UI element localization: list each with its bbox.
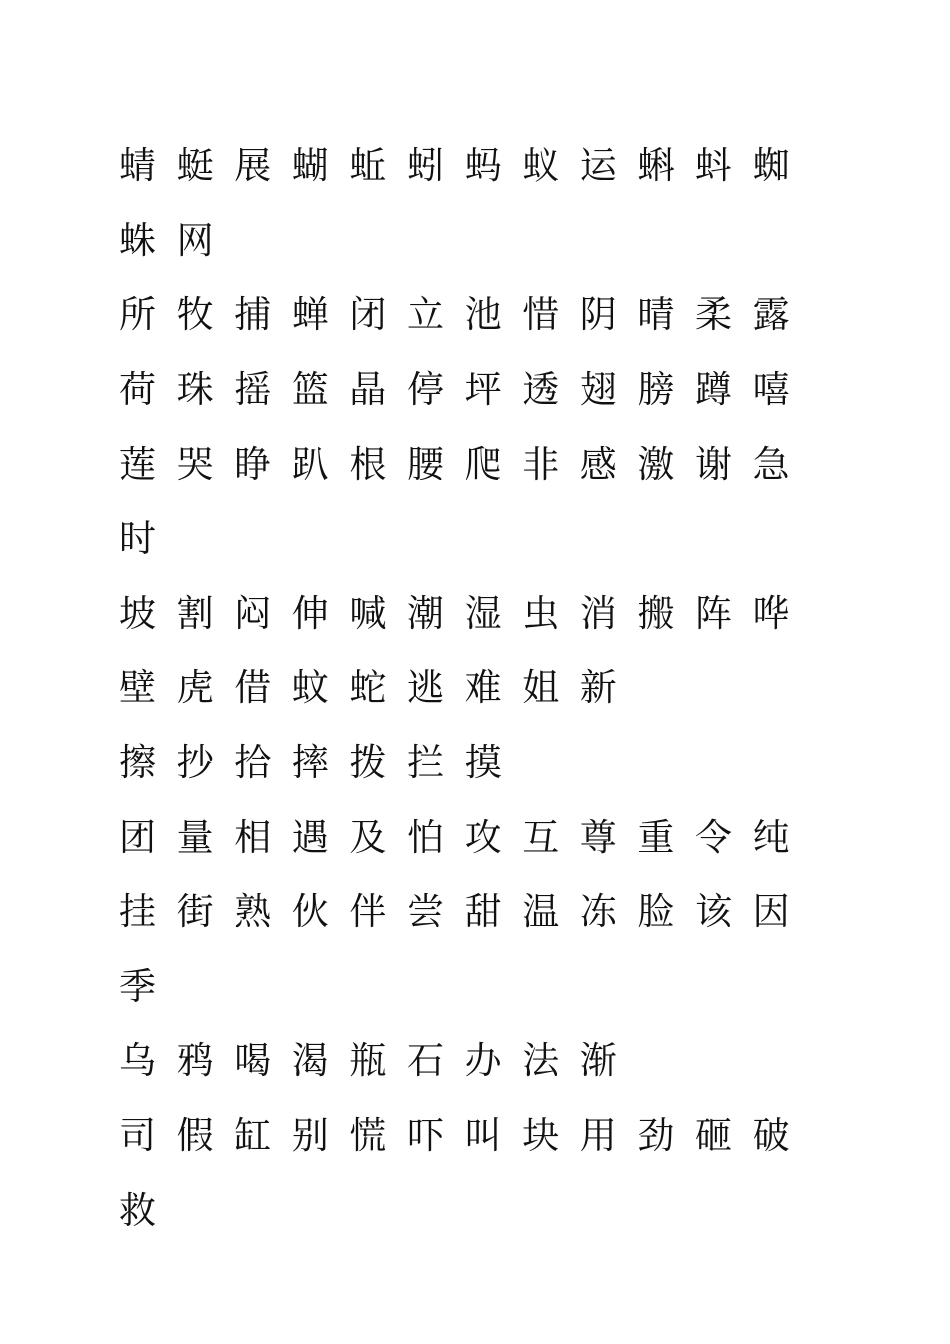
character-line: 坡割闷伸喊潮湿虫消搬阵哗: [119, 591, 811, 635]
character-line: 擦抄拾摔拨拦摸: [119, 741, 523, 785]
character-line: 壁虎借蚊蛇逃难姐新: [119, 666, 638, 710]
character-line: 时: [119, 517, 177, 561]
character-line: 司假缸别慌吓叫块用劲砸破: [119, 1114, 811, 1158]
character-line: 莲哭睁趴根腰爬非感激谢急: [119, 442, 811, 486]
character-line: 乌鸦喝渴瓶石办法渐: [119, 1039, 638, 1083]
character-line: 蛛网: [119, 218, 235, 262]
character-line: 季: [119, 964, 177, 1008]
character-line: 挂街熟伙伴尝甜温冻脸该因: [119, 890, 811, 934]
character-line: 团量相遇及怕攻互尊重令纯: [119, 815, 811, 859]
character-list: [119, 125, 819, 1244]
character-line: 所牧捕蝉闭立池惜阴晴柔露: [119, 293, 811, 337]
character-line: 蜻蜓展蝴蚯蚓蚂蚁运蝌蚪蜘: [119, 144, 811, 188]
character-line: 救: [119, 1188, 177, 1232]
character-line: 荷珠摇篮晶停坪透翅膀蹲嘻: [119, 368, 811, 412]
